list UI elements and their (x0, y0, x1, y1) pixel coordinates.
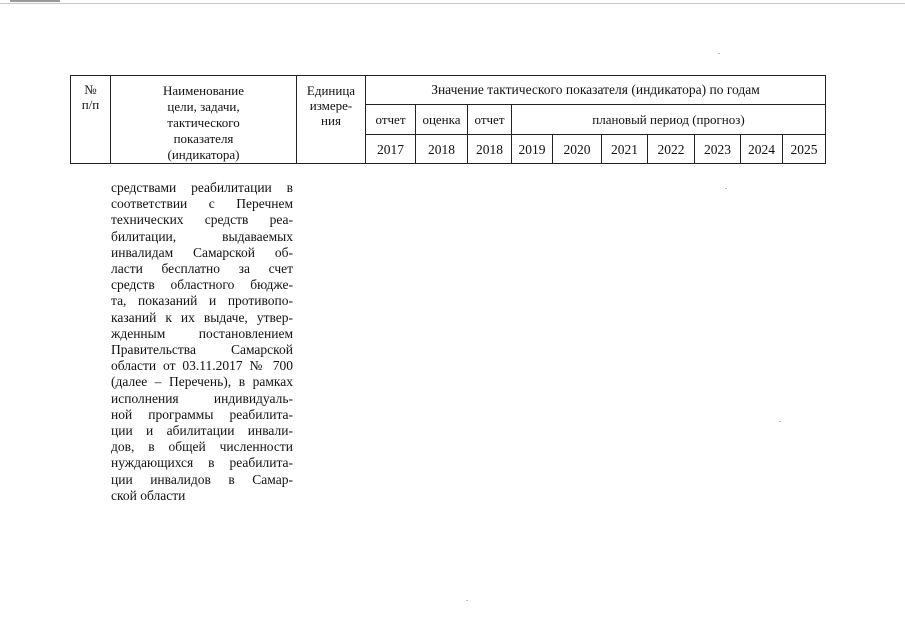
text-line: ласти бесплатно за счет (111, 261, 293, 277)
text-line: жденным постановлением (111, 325, 293, 341)
scan-speck (779, 421, 781, 422)
indicator-description-text (111, 180, 293, 504)
year-cell: 2018 (416, 135, 468, 164)
col-number-header: № п/п (71, 76, 111, 164)
scan-speck (725, 188, 727, 189)
text-line: Правительства Самарской (111, 342, 293, 358)
year-cell: 2024 (741, 135, 783, 164)
text-line: дов, в общей численности (111, 439, 293, 455)
scan-speck (718, 53, 720, 54)
indicator-table-header (70, 75, 826, 164)
text-line: нуждающихся в реабилита- (111, 455, 293, 471)
text-line: соответствии с Перечнем (111, 196, 293, 212)
text-line: инвалидам Самарской об- (111, 244, 293, 260)
col-unit-header: Единица измере- ния (297, 76, 366, 164)
text-line: области от 03.11.2017 № 700 (111, 358, 293, 374)
col-name-header: Наименование цели, задачи, тактического показателя (индикатора) (111, 76, 297, 164)
year-cell: 2018 (468, 135, 512, 164)
subheader-report-2017: отчет (366, 104, 416, 134)
year-cell: 2021 (602, 135, 648, 164)
scan-speck (466, 600, 468, 601)
year-cell: 2022 (648, 135, 695, 164)
text-line: билитации, выдаваемых (111, 228, 293, 244)
text-line: средств областного бюдже- (111, 277, 293, 293)
text-line: ской области (111, 487, 186, 503)
subheader-report-2018: отчет (468, 104, 512, 134)
text-line: казаний к их выдаче, утвер- (111, 309, 293, 325)
text-line: та, показаний и противопо- (111, 293, 293, 309)
text-line: ции и абилитации инвали- (111, 423, 293, 439)
subheader-planned-period: плановый период (прогноз) (512, 104, 826, 134)
text-line: технических средств реа- (111, 212, 293, 228)
scan-corner-mark (10, 0, 60, 2)
text-line: средствами реабилитации в (111, 180, 293, 195)
year-cell: 2025 (783, 135, 826, 164)
year-cell: 2020 (553, 135, 602, 164)
year-cell: 2017 (366, 135, 416, 164)
text-line: ной программы реабилита- (111, 406, 293, 422)
year-cell: 2023 (695, 135, 741, 164)
col-values-header: Значение тактического показателя (индикатора) по годам (366, 76, 826, 105)
text-line: исполнения индивидуаль- (111, 390, 293, 406)
subheader-estimate-2018: оценка (416, 104, 468, 134)
year-cell: 2019 (512, 135, 553, 164)
text-line: (далее – Перечень), в рамках (111, 374, 293, 390)
page-top-edge-line (0, 3, 905, 4)
text-line: ции инвалидов в Самар- (111, 471, 293, 487)
